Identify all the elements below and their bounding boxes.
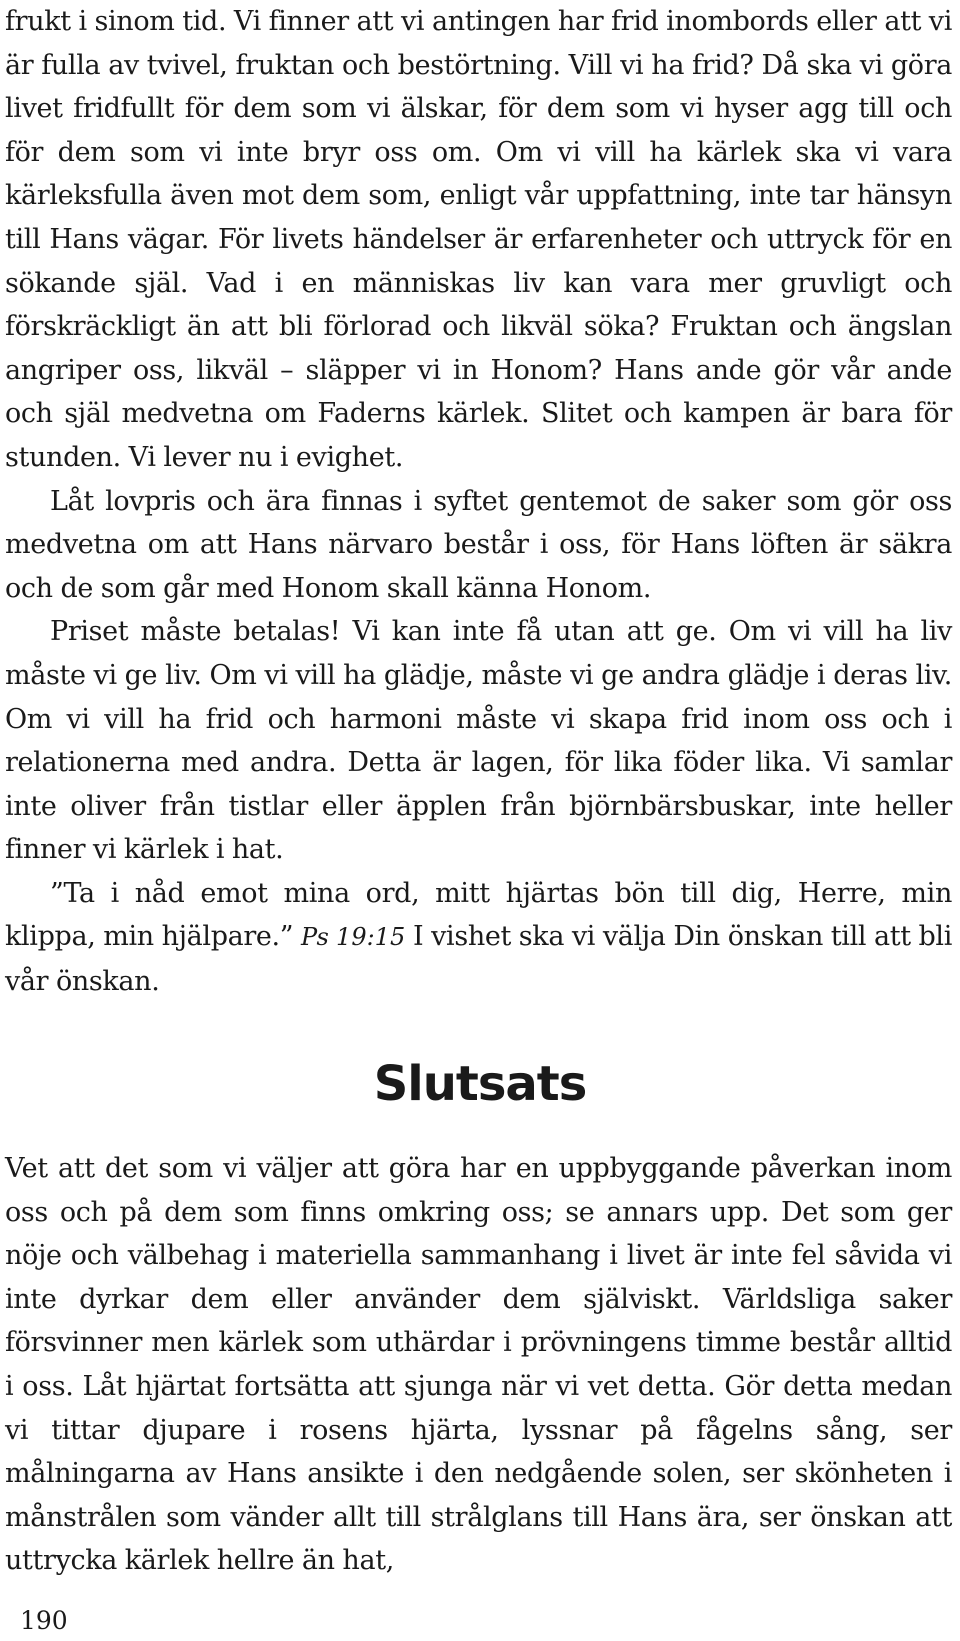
bible-reference: Ps 19:15	[301, 923, 406, 952]
paragraph-with-quote	[5, 872, 952, 1004]
paragraph: Priset måste betalas! Vi kan inte få utan att ge. Om vi vill ha liv måste vi ge liv. Om vi vill ha glädje, måste vi ge andra glädje i deras liv. Om vi vill ha frid och harmoni måste vi skapa frid inom oss och i relationerna med andra. Detta är lagen, för lika föder lika. Vi samlar inte oliver från tistlar eller äpplen från björnbärsbuskar, inte heller finner vi kärlek i hat.	[5, 616, 952, 866]
paragraph: Vet att det som vi väljer att göra har en uppbyggande påverkan inom oss och på dem som finns omkring oss; se annars upp. Det som ger nöje och välbehag i materiella sammanhang i livet är inte fel såvida vi inte dyrkar dem eller använder dem själviskt. Världsliga saker försvinner men kärlek som uthärdar i prövningens timme består alltid i oss. Låt hjärtat fortsätta att sjunga när vi vet detta. Gör detta medan vi tittar djupare i rosens hjärta, lyssnar på fågelns sång, ser målningarna av Hans ansikte i den nedgående solen, ser skönheten i månstrålen som vänder allt till strålglans till Hans ära, ser önskan att uttrycka kärlek hellre än hat,	[5, 1153, 952, 1577]
body-text-top	[5, 0, 952, 1004]
body-text-bottom	[5, 1147, 952, 1583]
paragraph: Låt lovpris och ära finnas i syftet gentemot de saker som gör oss medvetna om att Hans närvaro består i oss, för Hans löften är säkra och de som går med Honom skall känna Honom.	[5, 485, 952, 604]
bible-quote: ”Ta i nåd emot mina ord, mitt hjärtas bön till dig, Herre, min klippa, min hjälpare.”	[5, 877, 952, 953]
page-number: 190	[20, 1606, 68, 1635]
quote-continuation: I vishet ska vi välja Din önskan till att bli vår önskan.	[5, 921, 952, 998]
paragraph: frukt i sinom tid. Vi finner att vi antingen har frid inombords eller att vi är fulla av tvivel, fruktan och bestörtning. Vill vi ha frid? Då ska vi göra livet fridfullt för dem som vi älskar, för dem som vi hyser agg till och för dem som vi inte bryr oss om. Om vi vill ha kärlek ska vi vara kärleksfulla även mot dem som, enligt vår uppfattning, inte tar hänsyn till Hans vägar. För livets händelser är erfarenheter och uttryck för en sökande själ. Vad i en människas liv kan vara mer gruvligt och förskräckligt än att bli förlorad och likväl söka? Fruktan och ängslan angriper oss, likväl – släpper vi in Honom? Hans ande gör vår ande och själ medvetna om Faderns kärlek. Slitet och kampen är bara för stunden. Vi lever nu i evighet.	[5, 6, 952, 473]
section-heading: Slutsats	[373, 1056, 587, 1112]
